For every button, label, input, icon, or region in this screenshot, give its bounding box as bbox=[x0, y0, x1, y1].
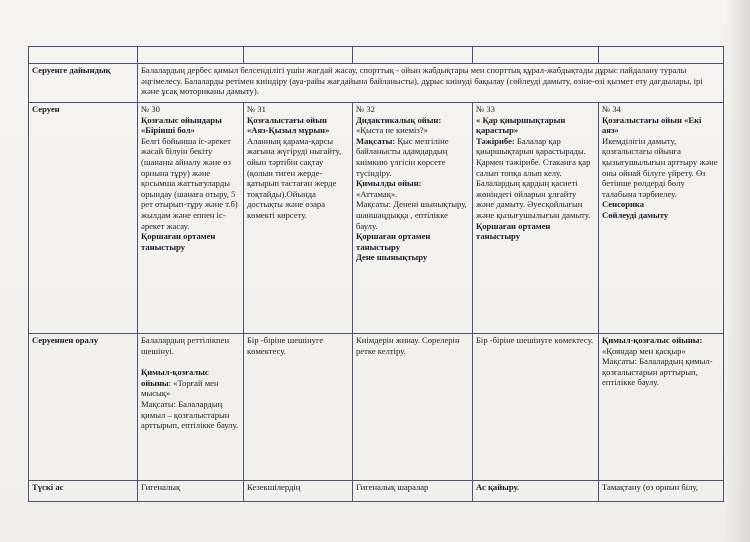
experiment-label: Тәжірибе: bbox=[476, 135, 515, 146]
return-cell-4: Бір -біріне шешінуге көмектесу. bbox=[473, 334, 599, 481]
activity-title: Қозғалыстағы ойын «Екі аяз» bbox=[602, 114, 702, 136]
activity-subtitle: «Қыста не киеміз?» bbox=[356, 125, 428, 136]
table-cell bbox=[599, 47, 724, 64]
table-cell bbox=[353, 47, 473, 64]
game-name: : «Торғай мен мысық» bbox=[141, 377, 219, 399]
lunch-cell-3: Гигеналық шаралар bbox=[353, 481, 473, 502]
table-row-top-blank bbox=[29, 47, 724, 64]
table-cell bbox=[473, 47, 599, 64]
table-row-return bbox=[29, 334, 724, 481]
row-label-lunch: Түскі ас bbox=[29, 481, 138, 502]
game-goal: Мақсаты: Балалардың қимыл-қозғалыстарын арттырып, ептілікке баулу. bbox=[602, 356, 713, 388]
row-label-prep: Серуенге дайындық bbox=[29, 64, 138, 103]
activity-number: № 32 bbox=[356, 104, 375, 114]
lunch-cell-2: Кезекшілердің bbox=[244, 481, 353, 502]
table-cell bbox=[29, 47, 138, 64]
walk-cell-31 bbox=[244, 103, 353, 334]
table-cell bbox=[138, 47, 244, 64]
prep-description: Балалардың дербес қимыл белсенділігі үшін жағдай жасау, спорттық - ойын жабдықтары мен спорттық құрал-жабдықтады дұрыс пайдалану туралы әңгімелесу. Балаларды ретімен киіндіру (ауа-райы жағдайына байланысты), дұрыс киінуді бақылау (сөйлеуді дамыту, өзіне-өзі қызмет ету дағдылары, ірі және ұсақ моториканы дамыту). bbox=[138, 64, 724, 103]
goal-text: Қыс мезгіліне байланысты адамдардың киімкию үлгісін көрсете түсіндіру. bbox=[356, 135, 449, 178]
activity-body: Икемділігін дамыту, қозғалыстағы ойынға қызығушылығын арттыру және оны ойнай білуге үйрету. Өз бетінше рөлдерді бөлу талабына тәрбиелеу. bbox=[602, 135, 718, 199]
game-goal: Мақсаты: Балалардың қимыл – қозғалыстарын арттырып, ептілікке баулу. bbox=[141, 398, 239, 431]
activity-footer: Қоршаған ортамен таныстыру bbox=[476, 220, 551, 242]
activity-body: Аланның қарама-қарсы жағына жүгіруді ныгайту, ойын тәртібін сақтау (қолын тиген жерде-қатырып тастаған жерде тоқтайды).Ойында достықты және өзара көмекті көрсету. bbox=[247, 135, 342, 220]
scan-edge-shadow bbox=[724, 0, 750, 542]
return-text: Балалардың реттілікпен шешінуі. bbox=[141, 335, 230, 356]
table-cell bbox=[244, 47, 353, 64]
return-cell-1 bbox=[138, 334, 244, 481]
walk-cell-30 bbox=[138, 103, 244, 334]
game-label: Қимылды ойын: bbox=[356, 178, 422, 189]
walk-cell-34 bbox=[599, 103, 724, 334]
table-row-prep bbox=[29, 64, 724, 103]
activity-number: № 30 bbox=[141, 104, 160, 114]
activity-footer-2: Сөйлеуді дамыту bbox=[602, 209, 669, 220]
return-cell-5 bbox=[599, 334, 724, 481]
activity-title: Дидактикалық ойын: bbox=[356, 114, 442, 125]
activity-body: Белгі бойынша іс-әрекет жасай білуін бекіту (шананы айналу және өз орнына тұру) және қосымша жаттығуларды орындау (шанаға отыру, 5 рет отырып-тұру және т.б) жылдам және еппен іс-әрекет жасау. bbox=[141, 135, 238, 231]
table-row-walk bbox=[29, 103, 724, 334]
game-goal: Мақсаты: Денені шынықтыру, шаншаңдыққа , ептілікке баулу. bbox=[356, 199, 467, 231]
game-label: Қимыл-қозғалыс ойыны bbox=[141, 367, 209, 388]
lunch-cell-4: Ас қайыру. bbox=[473, 481, 599, 502]
activity-title: Қозғалыстағы ойын «Аяз-Қызыл мұрын» bbox=[247, 114, 330, 136]
walk-cell-32 bbox=[353, 103, 473, 334]
game-name: «Қояндар мен қасқыр» bbox=[602, 345, 686, 356]
table-row-lunch bbox=[29, 481, 724, 502]
daily-plan-table bbox=[28, 46, 724, 502]
activity-number: № 31 bbox=[247, 104, 266, 114]
row-label-return: Серуеннен оралу bbox=[29, 334, 138, 481]
game-name: «Аттамақ». bbox=[356, 188, 398, 199]
goal-label: Мақсаты: bbox=[356, 135, 396, 146]
activity-number: № 34 bbox=[602, 104, 621, 114]
return-cell-2: Бір -біріне шешінуге көмектесу. bbox=[244, 334, 353, 481]
activity-number: № 33 bbox=[476, 104, 495, 114]
activity-footer: Қоршаған ортамен таныстыру bbox=[141, 231, 216, 252]
activity-title: « Қар қиыршықтарын қарастыр» bbox=[476, 114, 566, 136]
activity-footer: Сенсорика bbox=[602, 199, 645, 210]
activity-body: Балалар қар қиыршықтарын қарастырады. Қармен тәжірибе. Стаканға қар салып топқа алып келу. Балалардың қардың қасиеті жөніндегі ойларын ұлғайту және дамыту. Әуесқойлығын және қызығушылығын дамыту. bbox=[476, 135, 591, 220]
lunch-cell-1: Гигеналық bbox=[138, 481, 244, 502]
game-label: Қимыл-қозғалыс ойыны: bbox=[602, 335, 703, 345]
activity-footer: Қоршаған ортамен таныстыру bbox=[356, 231, 431, 252]
lunch-cell-5: Тамақтану (өз орнын білу, bbox=[599, 481, 724, 502]
walk-cell-33 bbox=[473, 103, 599, 334]
row-label-walk: Серуен bbox=[29, 103, 138, 334]
return-cell-3: Киімдерін жинау. Сөрелерін ретке келтіру. bbox=[353, 334, 473, 481]
activity-title: Қозғалыс ойындары «Біріншi бол» bbox=[141, 114, 222, 136]
activity-footer-2: Дене шынықтыру bbox=[356, 252, 428, 263]
